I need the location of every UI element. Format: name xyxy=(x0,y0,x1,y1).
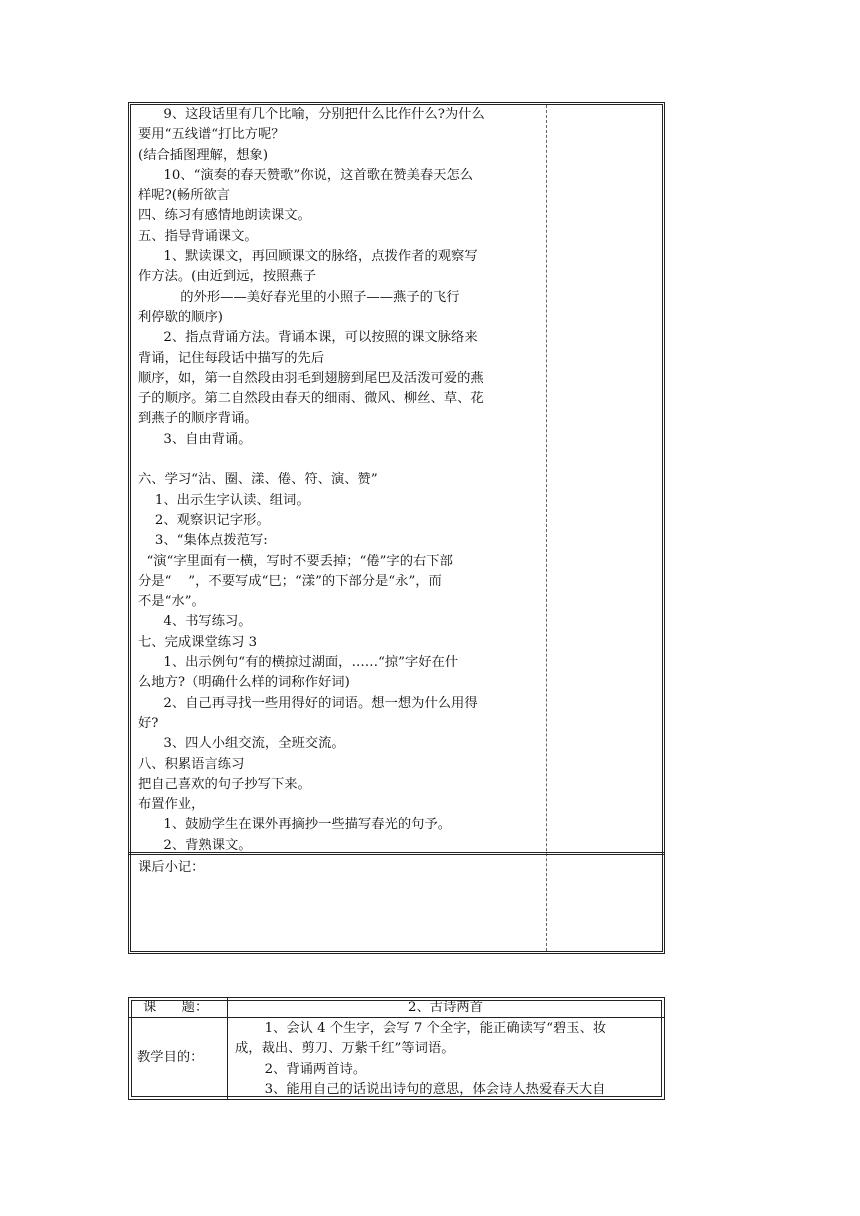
text-line: 2、指点背诵方法。背诵本课，可以按照的课文脉络来 xyxy=(138,330,478,346)
column-divider xyxy=(546,105,547,951)
text-line: 4、书写练习。 xyxy=(138,614,252,630)
text-line: 的外形——美好春光里的小照子——燕子的飞行 xyxy=(138,289,460,305)
text-line: “演“字里面有一横，写时不要丢掉；“倦”字的右下部 xyxy=(138,553,453,569)
text-line: 六、学习“沾、圈、漾、倦、符、演、赞” xyxy=(138,472,378,488)
text-line: 八、积累语言练习 xyxy=(138,756,245,772)
text-line: 好? xyxy=(138,715,159,731)
text-line: 利停歇的顺序) xyxy=(138,309,223,325)
text-line xyxy=(138,450,540,470)
text-line: 布置作业， xyxy=(138,797,205,813)
text-line: (结合插图理解，想象) xyxy=(138,147,269,163)
topic-label: 课 题： xyxy=(143,1000,209,1015)
text-line: 作方法。(由近到远，按照燕子 xyxy=(138,269,317,285)
lesson-header-table xyxy=(128,997,665,1100)
text-line: 把自己喜欢的句子抄写下来。 xyxy=(138,776,311,792)
text-line: 么地方?（明确什么样的词称作好词) xyxy=(138,675,350,691)
text-line: 3、四人小组交流，全班交流。 xyxy=(138,736,345,752)
text-line: 3、“集体点拨范写: xyxy=(138,533,268,549)
text-line: 1、默读课文，再回顾课文的脉络，点拨作者的观察写 xyxy=(138,249,478,265)
text-line: 2、观察识记字形。 xyxy=(138,512,270,528)
text-line: 四、练习有感情地朗读课文。 xyxy=(138,208,311,224)
text-line: 成，裁出、剪刀、万紫千红”等词语。 xyxy=(235,1041,455,1057)
text-line: 要用“五线谱“打比方呢？ xyxy=(138,127,285,143)
text-line: 不是“水”。 xyxy=(138,594,205,610)
lesson-steps-text xyxy=(138,105,540,856)
text-line: 五、指导背诵课文。 xyxy=(138,228,258,244)
text-line: 1、会认 4 个生字，会写 7 个全字，能正确读写“碧玉、妆 xyxy=(235,1021,607,1036)
text-line: 3、能用自己的话说出诗句的意思，体会诗人热爱春天大自 xyxy=(235,1081,606,1097)
teaching-goals-label: 教学目的： xyxy=(137,1050,204,1065)
text-line: 子的顺序。第二自然段由春天的细雨、微风、柳丝、草、花 xyxy=(138,391,484,407)
text-line: 2、背诵两首诗。 xyxy=(235,1061,367,1077)
text-line: 样呢?(畅所欲言 xyxy=(138,188,231,204)
text-line: 到燕子的顺序背诵。 xyxy=(138,411,258,427)
text-line: 七、完成课堂练习 3 xyxy=(138,634,258,650)
text-line: 10、“演奏的春天赞歌”你说，这首歌在赞美春天怎么 xyxy=(138,167,474,183)
lesson-plan-table xyxy=(128,102,665,954)
text-line: 3、自由背诵。 xyxy=(138,431,252,447)
text-line: 背诵，记住每段话中描写的先后 xyxy=(138,350,325,366)
text-line: 1、出示例句“有的横掠过湖面，……“掠”字好在什 xyxy=(138,655,459,671)
topic-value: 2、古诗两首 xyxy=(408,1000,483,1015)
after-class-notes-label: 课后小记： xyxy=(138,860,205,875)
text-line: 分是“ ”，不要写成“巳；“漾”的下部分是“永”，而 xyxy=(138,573,442,589)
text-line: 2、背熟课文。 xyxy=(138,837,252,853)
teaching-goals-text xyxy=(235,1019,663,1100)
text-line: 2、自己再寻找一些用得好的词语。想一想为什么用得 xyxy=(138,695,478,711)
text-line: 9、这段话里有几个比喻，分别把什么比作什么?为什么 xyxy=(138,107,485,122)
text-line: 顺序，如，第一自然段由羽毛到翅膀到尾巴及活泼可爱的燕 xyxy=(138,370,484,386)
text-line: 1、出示生字认读、组词。 xyxy=(138,492,310,508)
text-line: 1、鼓励学生在课外再摘抄一些描写春光的句予。 xyxy=(138,817,452,833)
